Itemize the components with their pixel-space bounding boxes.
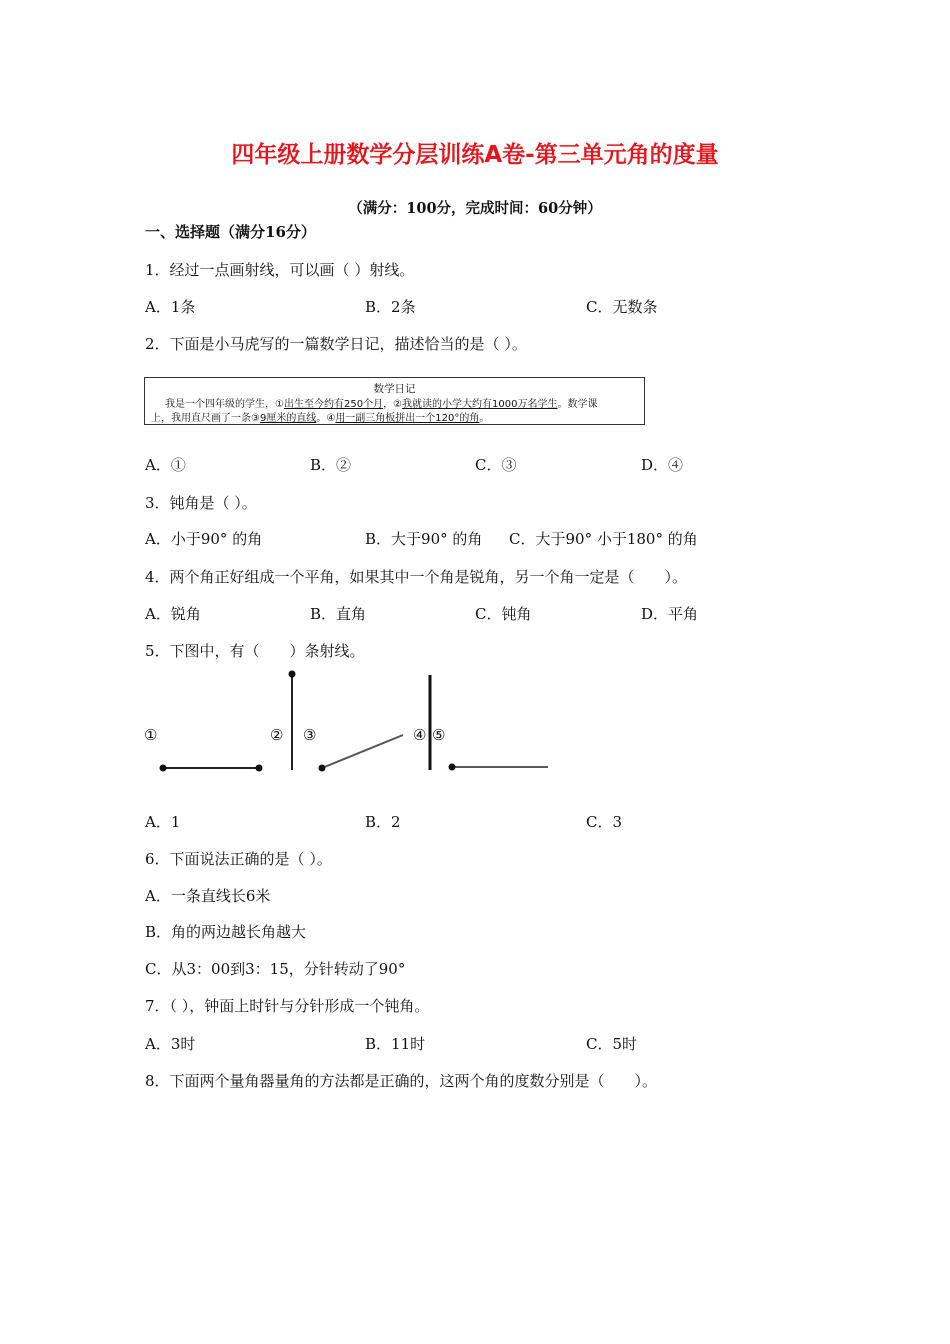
figure-3-ray <box>319 735 404 772</box>
q1-option-a: A．1条 <box>145 298 196 316</box>
q4-option-d: D．平角 <box>641 605 699 623</box>
section-heading: 一、选择题（满分16分） <box>145 223 316 241</box>
q3-option-a: A．小于90° 的角 <box>145 530 263 548</box>
diary-title: 数学日记 <box>373 383 416 395</box>
q7-option-a: A．3时 <box>145 1035 196 1053</box>
q2-option-a: A．① <box>145 456 186 474</box>
q4-option-a: A．锐角 <box>145 605 201 623</box>
q3-option-b: B．大于90° 的角 <box>365 530 483 548</box>
q2-option-b: B．② <box>310 456 352 474</box>
question-1: 1．经过一点画射线，可以画（ ）射线。 <box>145 261 415 279</box>
question-7: 7．（ ），钟面上时针与分针形成一个钝角。 <box>145 997 430 1015</box>
q6-option-b: B．角的两边越长角越大 <box>145 923 307 941</box>
q5-option-c: C．3 <box>586 813 623 831</box>
diary-line-1: 我是一个四年级的学生，①出生至今约有250个月，②我就读的小学大约有1000万名学生。数学课 <box>165 399 598 410</box>
q6-option-a: A．一条直线长6米 <box>145 887 271 905</box>
figure-label-3: ③ <box>303 726 317 744</box>
question-5: 5．下图中，有（ ）条射线。 <box>145 642 365 660</box>
q3-option-c: C．大于90° 小于180° 的角 <box>509 530 698 548</box>
q4-option-b: B．直角 <box>310 605 367 623</box>
question-8: 8．下面两个量角器量角的方法都是正确的，这两个角的度数分别是（ ）。 <box>145 1072 658 1090</box>
figure-label-4: ④ <box>413 726 427 744</box>
diary-line-2: 上，我用直尺画了一条③9厘米的直线。④用一副三角板拼出一个120°的角。 <box>151 413 490 424</box>
q7-option-c: C．5时 <box>586 1035 638 1053</box>
q2-option-d: D．④ <box>641 456 684 474</box>
subtitle: （满分：100分，完成时间：60分钟） <box>348 200 602 217</box>
figure-label-2: ② <box>270 726 284 744</box>
figure-2-ray <box>289 671 296 771</box>
q2-option-c: C．③ <box>475 456 517 474</box>
question-2: 2．下面是小马虎写的一篇数学日记，描述恰当的是（ ）。 <box>145 335 527 353</box>
figure-1-segment <box>160 765 263 772</box>
q7-option-b: B．11时 <box>365 1035 426 1053</box>
q1-option-b: B．2条 <box>365 298 416 316</box>
page-title: 四年级上册数学分层训练A卷-第三单元角的度量 <box>231 142 719 168</box>
q5-option-b: B．2 <box>365 813 401 831</box>
q5-option-a: A．1 <box>145 813 181 831</box>
q1-option-c: C．无数条 <box>586 298 658 316</box>
question-6: 6．下面说法正确的是（ ）。 <box>145 850 332 868</box>
figure-label-5: ⑤ <box>432 726 446 744</box>
question-4: 4．两个角正好组成一个平角，如果其中一个角是锐角，另一个角一定是（ ）。 <box>145 568 688 586</box>
question-3: 3．钝角是（ ）。 <box>145 494 257 512</box>
q4-option-c: C．钝角 <box>475 605 532 623</box>
figure-label-1: ① <box>144 726 158 744</box>
figure-5-ray <box>449 764 549 771</box>
q6-option-c: C．从3：00到3：15，分针转动了90° <box>145 960 406 978</box>
